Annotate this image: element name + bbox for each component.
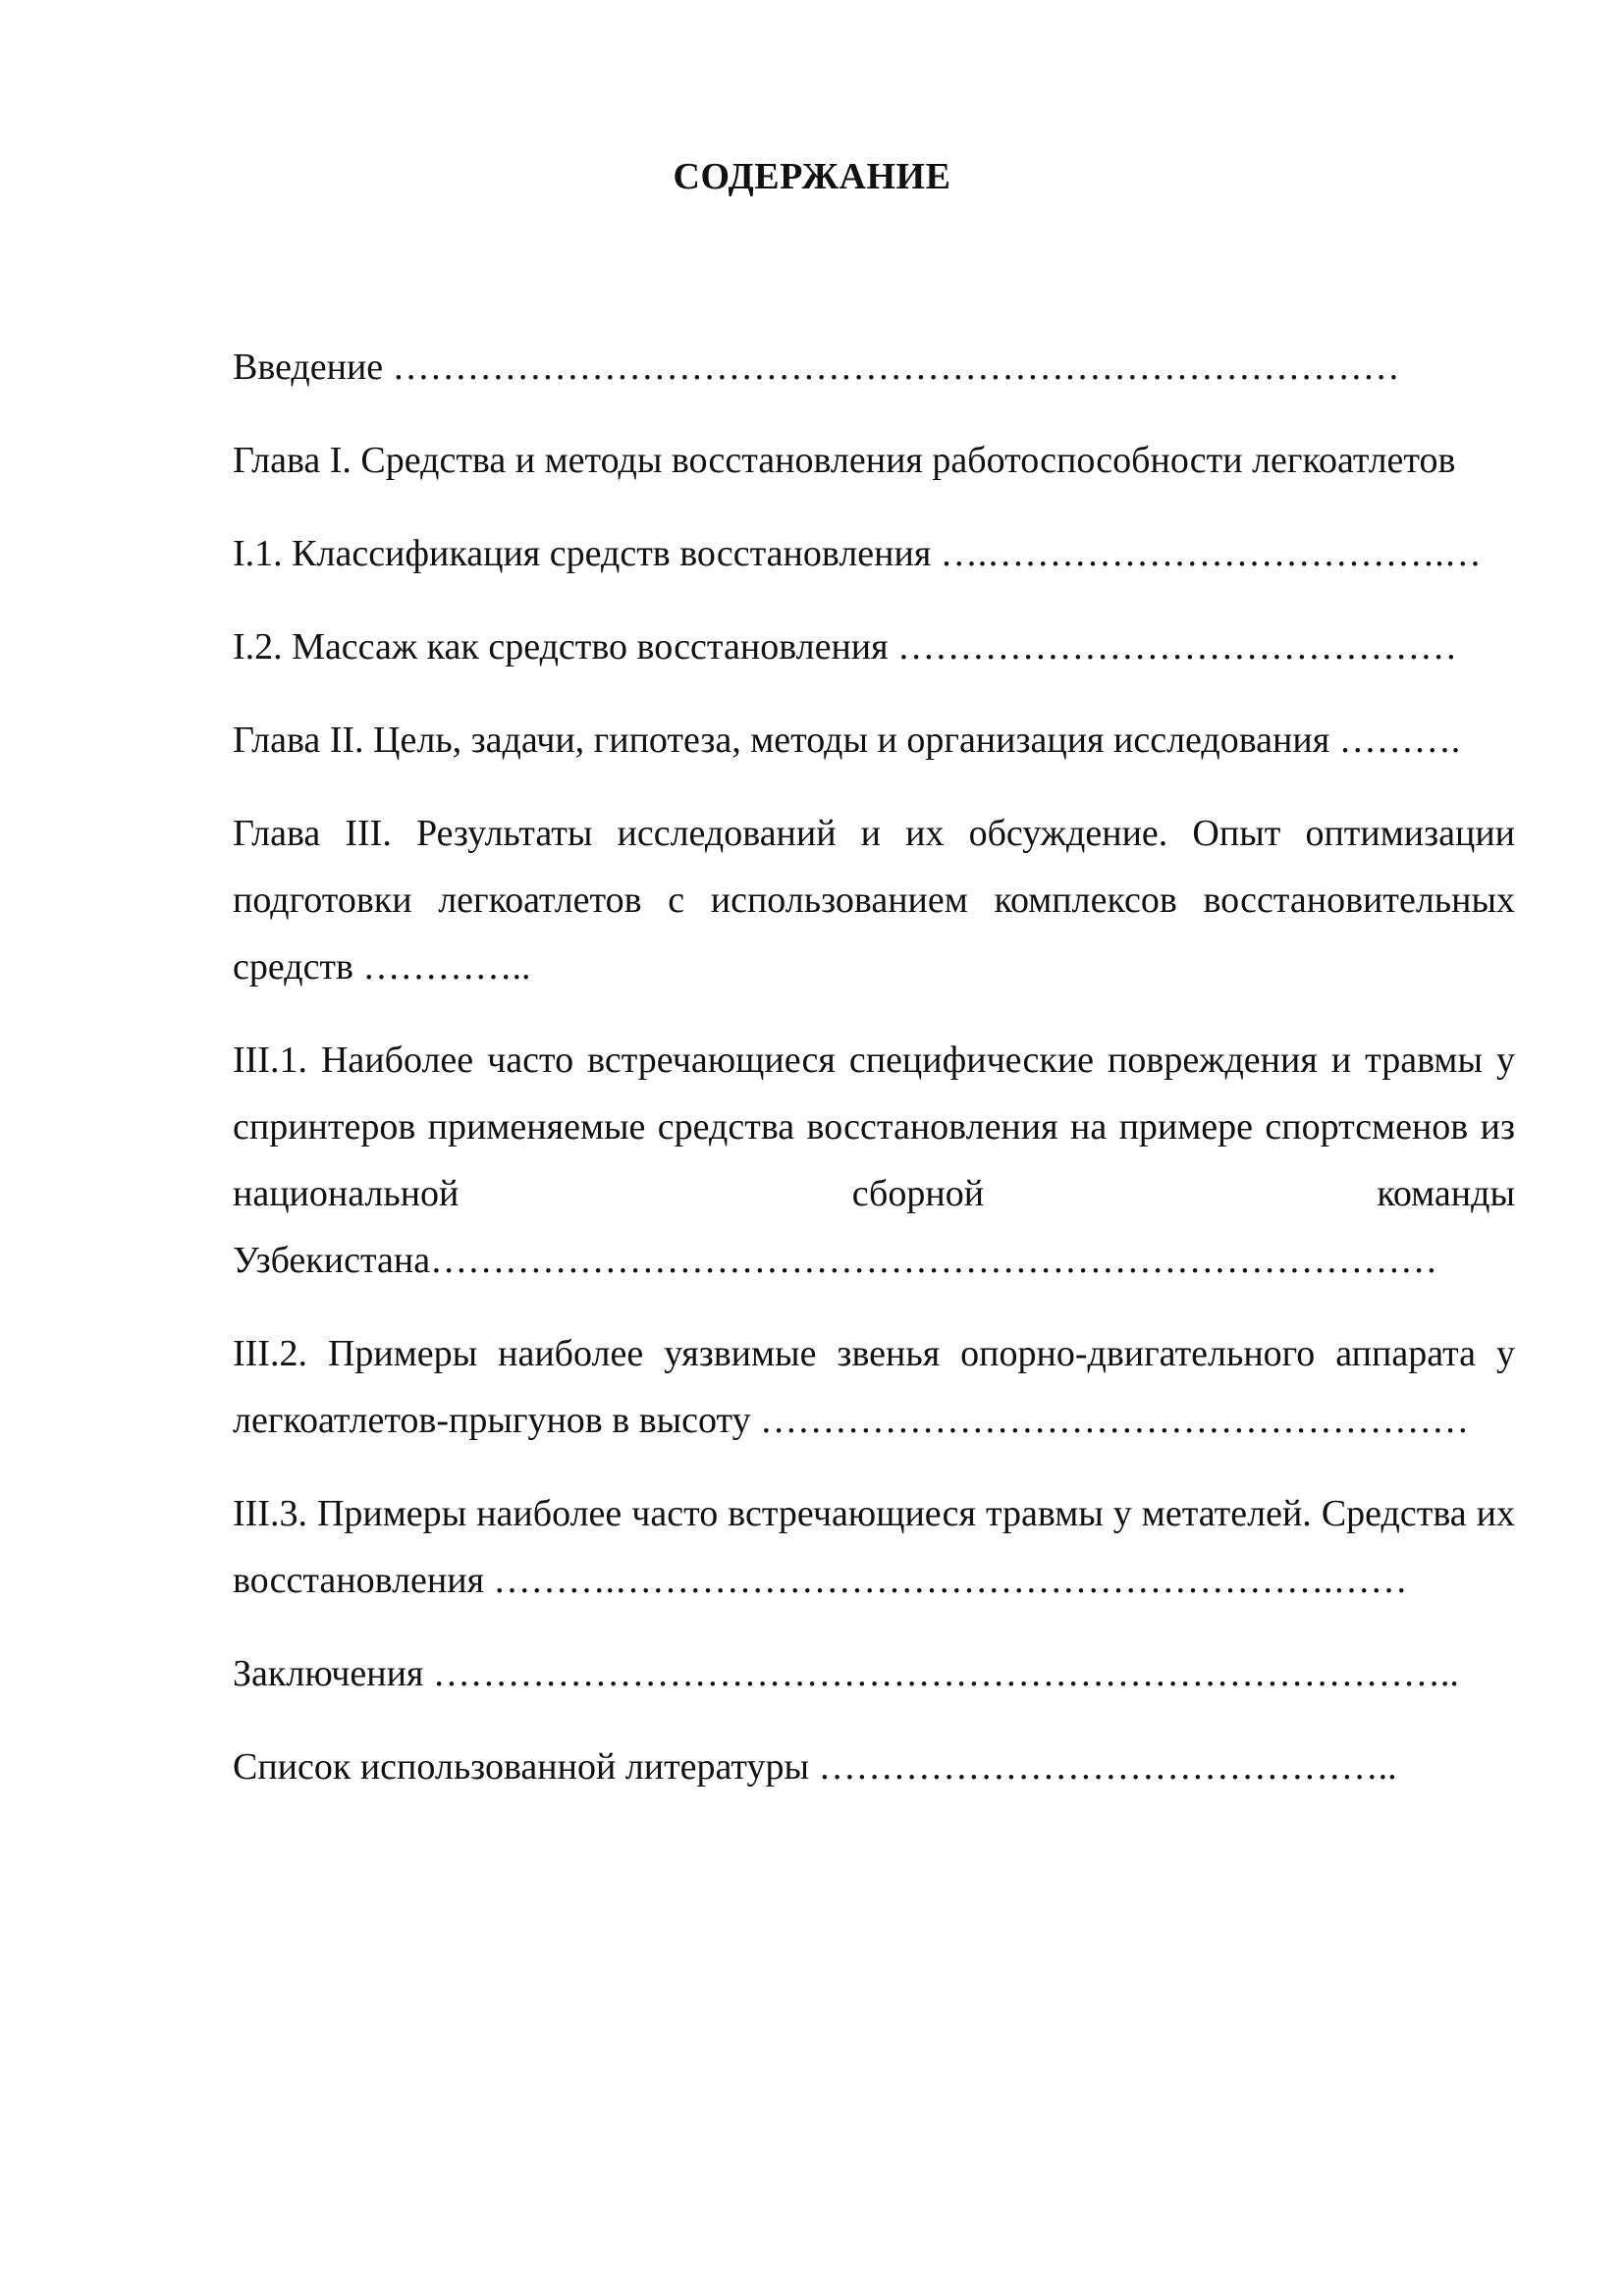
toc-entry-section-3-2: III.2. Примеры наиболее уязвимые звенья опорно-двигательного аппарата у легкоатлетов-прыгунов в высоту ………………………………………………… — [233, 1333, 1515, 1441]
page-title: СОДЕРЖАНИЕ — [673, 156, 951, 197]
toc-entry-section-3-1: III.1. Наиболее часто встречающиеся специфические повреждения и травмы у спринтеров применяемые средства восстановления на примере спортсменов из национальной сборной команды Узбекистана……………………………………………………………………… — [233, 1040, 1515, 1281]
table-of-contents — [233, 334, 1515, 1827]
toc-entry-chapter-2: Глава II. Цель, задачи, гипотеза, методы и организация исследования ………. — [233, 720, 1461, 761]
toc-entry-section-3-3: III.3. Примеры наиболее часто встречающиеся травмы у метателей. Средства их восстановления ……….………………………………………………….…… — [233, 1493, 1515, 1601]
toc-entry-chapter-3: Глава III. Результаты исследований и их обсуждение. Опыт оптимизации подготовки легкоатлетов с использованием комплексов восстановительных средств ………….. — [233, 813, 1515, 988]
toc-entry-section-1-1: I.1. Классификация средств восстановления ….……………………………….… — [233, 533, 1482, 574]
toc-entry-section-1-2: I.2. Массаж как средство восстановления ……………………………………… — [233, 626, 1458, 667]
toc-entry-chapter-1: Глава I. Средства и методы восстановления работоспособности легкоатлетов — [233, 440, 1456, 481]
toc-entry-introduction: Введение ……………………………………………………………………… — [233, 347, 1400, 388]
toc-entry-references: Список использованной литературы ……………………………………….. — [233, 1746, 1397, 1788]
toc-entry-conclusions: Заключения ……………………………………………………………………….. — [233, 1653, 1459, 1694]
